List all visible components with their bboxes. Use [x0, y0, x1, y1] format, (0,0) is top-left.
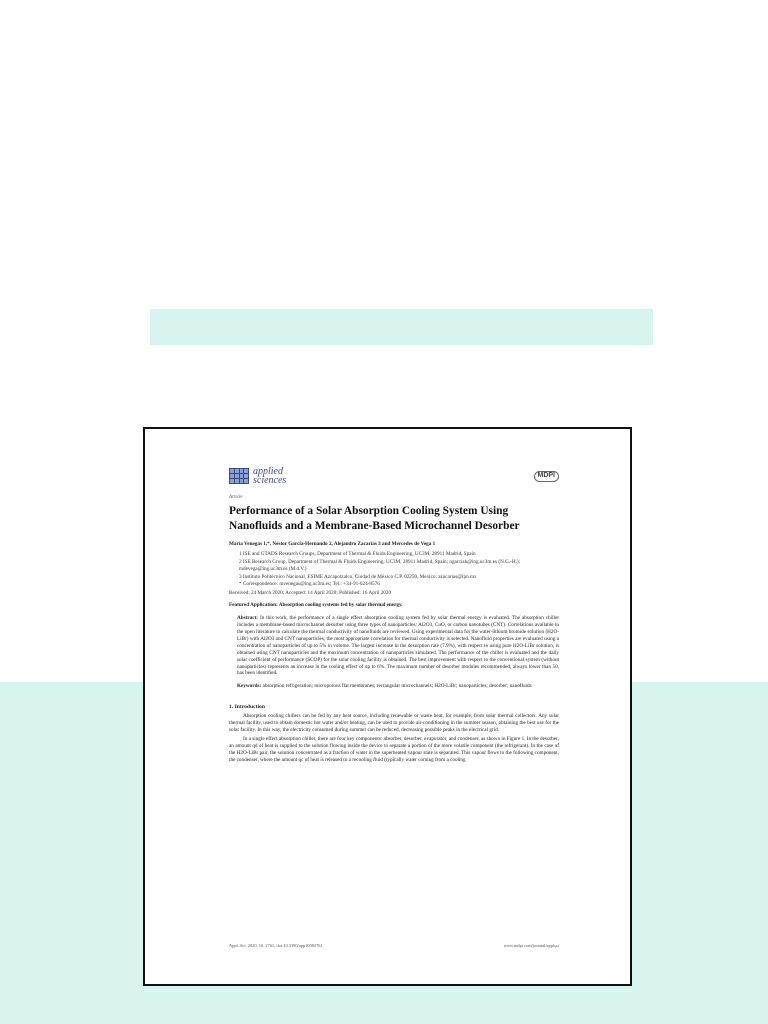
paper-thumbnail[interactable] — [143, 427, 632, 986]
paper-content — [229, 467, 559, 763]
authors: María Venegas 1,*, Néstor García-Hernando 2, Alejandro Zacarías 3 and Mercedes de Vega 1 — [229, 540, 436, 547]
section-heading: 1. Introduction — [229, 704, 265, 711]
journal-logo-icon — [229, 468, 249, 484]
featured-application: Featured Application: Absorption cooling systems fed by solar thermal energy. — [229, 602, 403, 609]
page-footer — [229, 943, 559, 948]
header-row — [229, 467, 559, 491]
affiliations — [229, 551, 559, 589]
correspondence: * Correspondence: mvenegas@ing.uc3m.es; Tel.: +34-91-624-8576 — [239, 581, 380, 588]
keywords — [237, 683, 559, 690]
keywords-text: absorption refrigeration; microporous flat membranes; rectangular microchannels; H2O-LiBr; nanoparticles; desorber; nanofluids — [262, 683, 532, 690]
keywords-label: Keywords: — [237, 683, 262, 690]
affiliation: 2 ISE Research Group, Department of Thermal & Fluids Engineering, UC3M, 28911 Madrid, Spain; ngarciah@ing.uc3m.es (N.G.-H.); mdevega@ing.uc3m.es (M.d.V.) — [239, 558, 521, 572]
paper-title: Performance of a Solar Absorption Cooling System Using Nanofluids and a Membrane-Based Microchannel Desorber — [229, 504, 520, 533]
publication-dates: Received: 24 March 2020; Accepted: 14 April 2020; Published: 16 April 2020 — [229, 590, 392, 597]
journal-url: www.mdpi.com/journal/applsci — [503, 943, 559, 948]
affiliation: 3 Instituto Politécnico Nacional, ESIME Azcapotzalco, Ciudad de México C.P. 02250, Mexico; azacarias@ipn.mx — [239, 573, 477, 580]
body-paragraph: In a single effect absorption chiller, there are four key components: absorber, desorber, evaporator, and condenser, as shown in Figure 1. In the desorber, an amount qd of heat is supplied to the solution flowing inside the device to separate a portion of the more volatile component (the refrigerant). In the case of the H2O-LiBr pair, the solution concentrated as a fraction of water in the superheated vapour state is separated. This vapour flows to the following component, the condenser, where the amount qc of heat is released to a recooling fluid (typically water coming from a cooling — [229, 735, 559, 763]
affiliation: 1 ISE and GTADS Research Groups, Department of Thermal & Fluids Engineering, UC3M, 28911 Madrid, Spain — [239, 550, 476, 557]
body-paragraph: Absorption cooling chillers can be fed by any heat source, including renewable or waste heat, for example, from solar thermal collectors. Any solar thermal facility, used to obtain domestic hot water and/or heating, can be used to provide air-conditioning in the summer season, obtaining the best use for the solar facility. In this way, the electricity consumed during summer can be reduced, decreasing possible peaks in the electrical grid. — [229, 713, 559, 733]
journal-logo — [229, 467, 286, 485]
publisher-logo: MDPI — [534, 471, 560, 482]
abstract-text: In this work, the performance of a single effect absorption cooling system fed by solar thermal energy is evaluated. The absorption chiller includes a membrane-based microchannel desorber using three types of nanoparticles: Al2O3, CuO, or carbon nanotubes (CNT). Correlations available in the open literature to calculate the thermal conductivity of nanofluids are reviewed. Using experimental data for the water-lithium bromide solution (H2O-LiBr) with Al2O3 and CNT nanoparticles, the most appropriate correlation for thermal conductivity is selected. Nanofluid properties are evaluated using a concentration of nanoparticles of up to 5% in volume. The largest increase in the desorption rate (7.9%), with respect to using pure H2O-LiBr solution, is obtained using CNT nanoparticles and the maximum concentration of nanoparticles simulated. The performance of the chiller is evaluated and the daily solar coefficient of performance (SCOP) for the solar cooling facility is obtained. The best improvement with respect to the conventional system (without nanoparticles) represents an increase in the cooling effect of up to 6%. The maximum number of desorber modules recommended, always lower than 50, has been identified. — [237, 615, 559, 677]
abstract-label: Abstract: — [237, 615, 259, 622]
article-type: Article — [229, 495, 243, 500]
citation: Appl. Sci. 2020, 10, 2761; doi:10.3390/app10082761 — [229, 943, 323, 948]
mint-banner — [150, 309, 653, 345]
journal-name: applied sciences — [253, 466, 287, 486]
abstract — [237, 615, 559, 677]
